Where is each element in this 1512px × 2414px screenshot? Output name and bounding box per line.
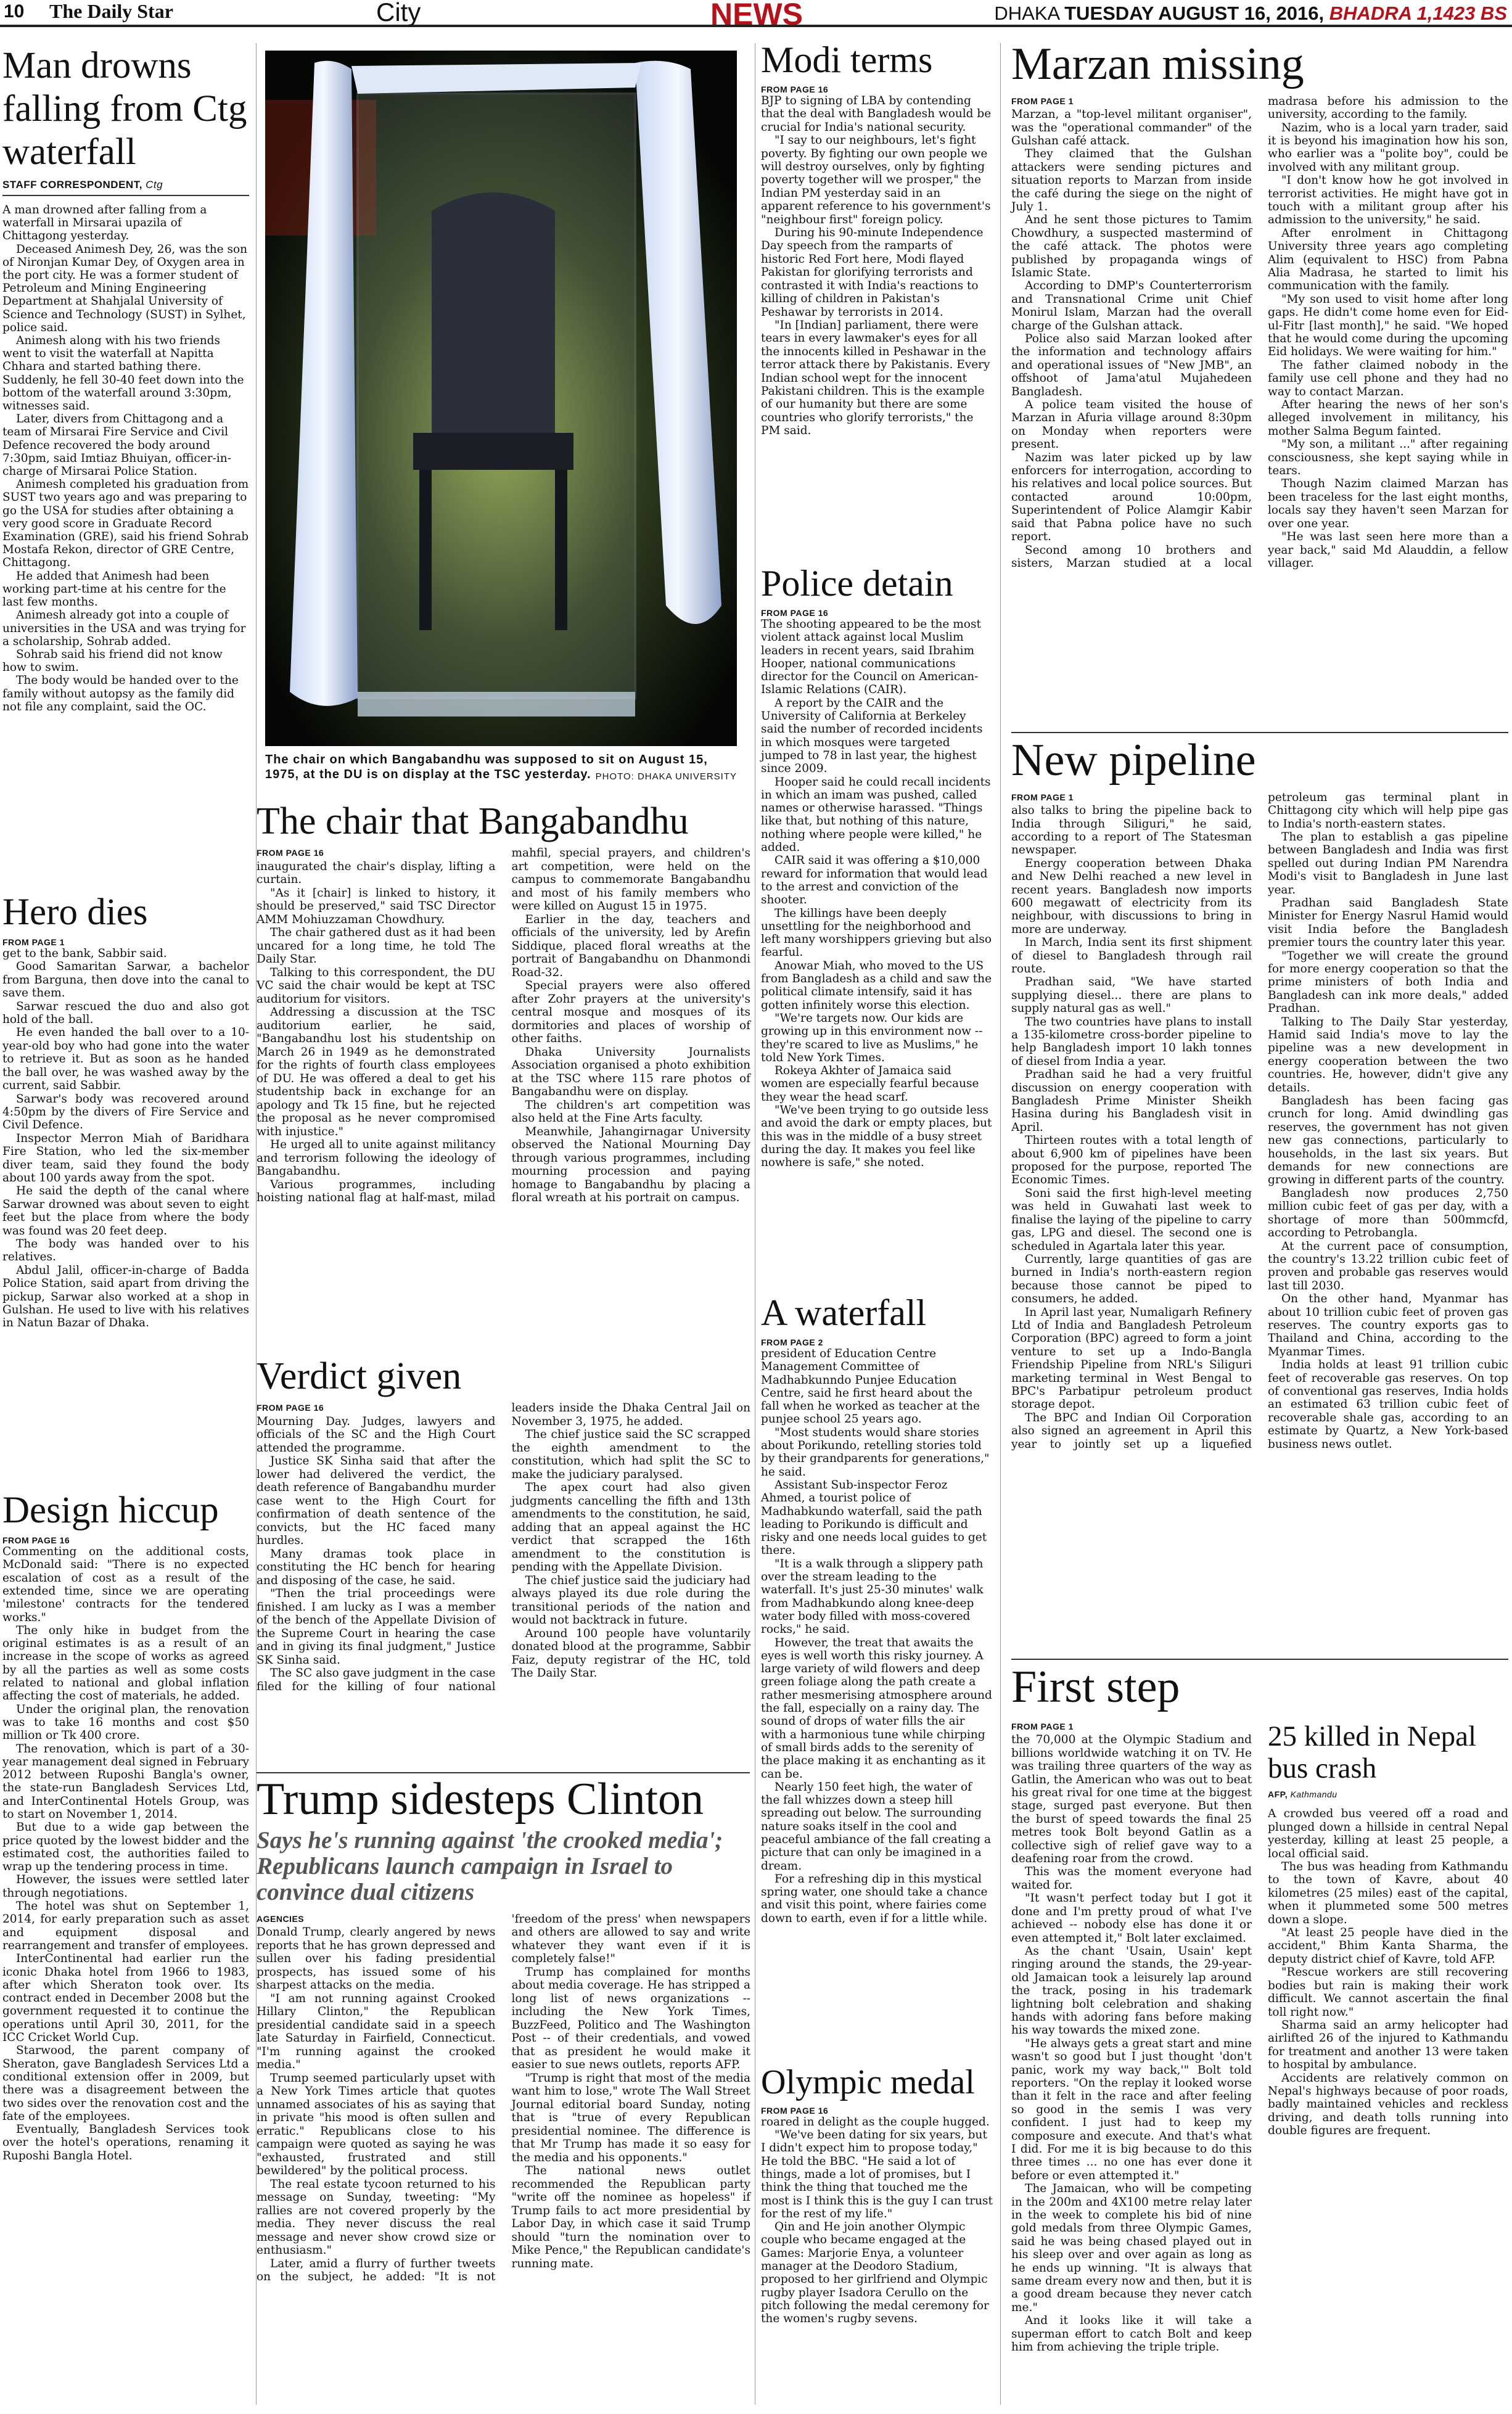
paragraph: Starwood, the parent company of Sheraton, gave Bangladesh Services Ltd a conditional extension offer in 2009, but there was a disagreement between the two sides over the renovation cost and the fate of the employees. <box>2 2044 249 2123</box>
verdict-paragraphs <box>257 1402 750 1693</box>
paragraph: Nazim was later picked up by law enforcers for interrogation, according to his relatives and local police sources. But contacted around 10:00pm, Superintendent of Police Alamgir Kabir said that Pabna police have no such report. <box>1011 451 1252 544</box>
paragraph: A man drowned after falling from a waterfall in Mirsarai upazila of Chittagong yesterday. <box>2 203 207 243</box>
paragraph: Sarwar's body was recovered around 4:50pm by the divers of Fire Service and Civil Defence. <box>2 1092 249 1132</box>
from-page: FROM PAGE 2 <box>761 1337 823 1347</box>
paragraph: And it looks like it will take a superman effort to catch Bolt and keep him from achieving the triple triple. <box>1011 2314 1252 2354</box>
paragraph: "Then the trial proceedings were finished. I am lucky as I was a member of the bench of the Appellate Division of the Supreme Court in hearing the case and in giving its final judgment," Justice SK Sinha said. <box>257 1587 496 1667</box>
nepal-paragraphs <box>1268 1807 1508 2137</box>
article-awaterfall <box>761 1294 993 1925</box>
paragraph: Energy cooperation between Dhaka and New Delhi reached a new level in recent years. Bangladesh now imports 600 megawatt of electricity from its neighbour, with discussions to bring in more are underway. <box>1011 856 1252 936</box>
paragraph: Under the original plan, the renovation was to take 16 months and cost $50 million or Tk 400 crore. <box>2 1702 249 1743</box>
paragraph: Talking to The Daily Star yesterday, Hamid said India's move to lay the pipeline was a new development in energy cooperation between the two countries. He, however, didn't give any details. <box>1268 1015 1508 1094</box>
paragraph: On the other hand, Myanmar has about 10 trillion cubic feet of proven gas reserves. The country exports gas to Thailand and China, according to the Myanmar Times. <box>1268 1292 1508 1358</box>
article-body <box>1011 791 1508 1451</box>
paragraph: The only hike in budget from the original estimates is as a result of an increase in the scope of works as agreed by all the parties as well as some costs related to national and global inflation affecting the cost of materials, he added. <box>2 1624 249 1703</box>
paragraph: "As it [chair] is linked to history, it should be preserved," said TSC Director AMM Mohiuzzaman Chowdhury. <box>257 886 496 926</box>
masthead-logo: The Daily Star <box>49 0 173 22</box>
paragraph: "It wasn't perfect today but I got it done and I'm pretty proud of what I've achieved -- nobody else has done it or even attempted it," Bolt later exclaimed. <box>1011 1892 1252 1945</box>
page-number: 10 <box>4 1 25 22</box>
article-marzan <box>1011 41 1508 570</box>
paragraph: The chief justice said the judiciary had always played its due role during the transitional periods of the nation and would not backtrack in future. <box>511 1574 750 1627</box>
article-body <box>761 94 993 438</box>
paragraph: Sharma said an army helicopter had airlifted 26 of the injured to Kathmandu for treatment and another 13 were taken to hospital by ambulance. <box>1268 2018 1508 2072</box>
paragraph: This was the moment everyone had waited for. <box>1011 1865 1252 1892</box>
paragraph: The renovation, which is part of a 30-year management deal signed in February 2012 between Ruposhi Bangla's owner, the state-run Bangladesh Services Ltd, and InterContinental Hotels Group, was to start on November 1, 2014. <box>2 1742 249 1821</box>
paragraph: Animesh along with his two friends went to visit the waterfall at Napitta Chhara and started bathing there. Suddenly, he fell 30-40 feet down into the bottom of the waterfall around 3:30pm, witnesses said. <box>2 334 244 413</box>
byline-place: Ctg <box>146 179 163 191</box>
paragraph: As the chant 'Usain, Usain' kept ringing around the stands, the 29-year-old Jamaican took a leisurely lap around the track, posing in his trademark lightning bolt celebration and shaking hands with adoring fans before making his way towards the mixed zone. <box>1011 1944 1252 2037</box>
paragraph: Sarwar rescued the duo and also got hold of the ball. <box>2 1000 249 1027</box>
paragraph: The children's art competition was also held at the Fine Arts faculty. <box>511 1098 750 1125</box>
article-design <box>2 1491 249 2162</box>
from-page: FROM PAGE 1 <box>2 937 65 948</box>
photo-credit: PHOTO: DHAKA UNIVERSITY <box>595 771 737 782</box>
paragraph: The Jamaican, who will be competing in the 200m and 4X100 metre relay later in the week to complete his bid of nine gold medals from three Olympic Games, said he was being chased played out in his sleep over and over again as long as he ends up winning. "It is always that same dream every now and then, but it is a good dream because they never catch me." <box>1011 2182 1252 2314</box>
paragraph: Trump has complained for months about media coverage. He has stripped a long list of news organizations -- including the New York Times, BuzzFeed, Politico and The Washington Post -- of their credentials, and vowed that as president he would make it easier to sue news outlets, reports AFP. <box>511 1965 750 2072</box>
paragraph: The BPC and Indian Oil Corporation also signed an agreement in April this year to jointly set up a liquefied petroleum gas terminal plant in Chittagong city which will help pipe gas to India's north-eastern states. <box>1011 790 1508 1451</box>
paragraph: The bus was heading from Kathmandu to the town of Kavre, about 40 kilometres (25 miles) east of the capital, when it plummeted some 500 metres down a slope. <box>1268 1860 1508 1926</box>
paragraph: The apex court had also given judgments cancelling the fifth and 13th amendments to the constitution, he said, adding that an appeal against the HC verdict that scrapped the 16th amendment to the constitution is pending with the Appellate Division. <box>511 1481 750 1574</box>
paragraph: "I say to our neighbours, let's fight poverty. By fighting our own people we will destroy ourselves, only by fighting poverty together will we prosper," the Indian PM yesterday said in an apparent reference to his government's "neighbour first" foreign policy. <box>761 134 991 226</box>
paragraph: Though Nazim claimed Marzan has been traceless for the last eight months, locals say they haven't seen Marzan for over one year. <box>1268 477 1508 530</box>
byline <box>1268 1788 1508 1801</box>
paragraph: Meanwhile, Jahangirnagar University observed the National Mourning Day through various programmes, including mourning procession and paying homage to Bangabandhu by placing a floral wreath at his portrait on campus. <box>511 1125 750 1205</box>
paragraph: Bangladesh has been facing gas crunch for long. Amid dwindling gas reserves, the government has not given new gas connections, particularly to households, in the last six years. But demands for new connections are growing in different parts of the country. <box>1268 1094 1508 1187</box>
paragraph: Police also said Marzan looked after the information and technology affairs and operational issues of "New JMB", an offshoot of Jama'atul Mujahedeen Bangladesh. <box>1011 332 1252 398</box>
firststep-paragraphs <box>1011 1733 1252 2354</box>
trump-paragraphs <box>257 1913 750 2284</box>
from-page: FROM PAGE 16 <box>257 848 324 858</box>
article-chair <box>254 802 750 1205</box>
paragraph: Dhaka University Journalists Association organised a photo exhibition at the TSC where 115 rare photos of Bangabandhu were on display. <box>511 1045 750 1099</box>
paragraph: Hooper said he could recall incidents in which an imam was pushed, called names or otherwise harassed. "Things like that, but nothing of this nature, nothing where people were killed," he added. <box>761 775 991 855</box>
article-pipeline <box>1011 737 1508 1451</box>
paragraph: A report by the CAIR and the University of California at Berkeley said the number of recorded incidents in which mosques were targeted jumped to 78 in last year, the highest since 2009. <box>761 696 983 776</box>
dateline-bengali: BHADRA 1,1423 BS <box>1329 2 1507 24</box>
paragraph: "I am not running against Crooked Hillary Clinton," the Republican presidential candidate said in a speech late Saturday in Fairfield, Connecticut. "I'm running against the crooked media." <box>257 1992 496 2072</box>
paragraph: Addressing a discussion at the TSC auditorium earlier, he said, "Bangabandhu lost his studentship on March 26 in 1949 as he demonstrated for the rights of fourth class employees of DU. He was offered a deal to get his studentship back in exchange for an apology and Tk 15 fine, but he rejected the proposal as he never compromised with injustice." <box>257 1006 496 1138</box>
article-firststep-body <box>1011 1720 1508 2405</box>
paragraph: The two countries have plans to install a 135-kilometre cross-border pipeline to help Bangladesh import 10 lakh tonnes of diesel from India a year. <box>1011 1015 1252 1068</box>
headline: First step <box>1011 1662 1180 1712</box>
article-body <box>761 2116 993 2326</box>
paragraph: After hearing the news of her son's alleged involvement in militancy, his mother Salma Begum fainted. <box>1268 398 1508 438</box>
article-olympic <box>761 2064 993 2326</box>
paragraph: The real estate tycoon returned to his message on Sunday, tweeting: "My rallies are not covered properly by the media. They never discuss the real message and never show crowd size or enthusiasm." <box>257 2177 496 2257</box>
news-banner: NEWS <box>710 0 803 31</box>
paragraph: The chair gathered dust as it had been uncared for a long time, he told The Daily Star. <box>257 926 496 966</box>
paragraph: BJP to signing of LBA by contending that the deal with Bangladesh would be crucial for India's national security. <box>761 94 992 134</box>
headline: Design hiccup <box>2 1490 219 1531</box>
paragraph: After enrolment in Chittagong University three years ago completing Alim (equivalent to HSC) from Pabna Alia Madrasa, he started to limit his communication with the family. <box>1268 226 1508 293</box>
paragraph: "My son, a militant ..." after regaining consciousness, she kept saying while in tears. <box>1268 438 1508 478</box>
section-label: City <box>376 0 421 27</box>
article-body <box>2 947 249 1330</box>
article-body <box>2 1545 249 2162</box>
paragraph: "We've been dating for six years, but I didn't expect him to propose today," He told the BBC. "He said a lot of things, made a lot of promises, but I think the thing that touched me the most is I think this is the guy I can trust for the rest of my life." <box>761 2129 993 2220</box>
paragraph: Later, amid a flurry of further tweets on the subject, he added: "It is not 'freedom of the press' when newspapers and others are allowed to say and write whatever they want even if it is completely false!" <box>257 1912 750 2284</box>
paragraph: Justice SK Sinha said that after the lower had delivered the verdict, the death reference of Bangabandhu murder case went to the High Court for confirmation of death sentence of the convicts, but the HC faced many hurdles. <box>257 1455 496 1548</box>
from-page: FROM PAGE 16 <box>761 2105 829 2116</box>
paragraph: The body was handed over to his relatives. <box>2 1237 249 1264</box>
paragraph: "Trump is right that most of the media want him to lose," wrote The Wall Street Journal editorial board Sunday, noting that is "true of every Republican presidential nominee. The difference is that Mr Trump has made it so easy for the media and his opponents." <box>511 2071 750 2164</box>
paragraph: Currently, large quantities of gas are burned in India's north-eastern region because those cannot be piped to consumers, he added. <box>1011 1252 1252 1306</box>
byline <box>2 179 249 191</box>
byline: AGENCIES <box>257 1913 305 1924</box>
paragraph: Second among 10 brothers and sisters, Marzan studied at a local madrasa before his admission to the university, according to the family. <box>1011 94 1508 570</box>
headline: The chair that Bangabandhu <box>257 800 689 842</box>
paragraph: Soni said the first high-level meeting was held in Guwahati last week to finalise the laying of the pipeline to carry gas, LPG and diesel. The second one is scheduled in Agartala later this year. <box>1011 1186 1252 1253</box>
marzan-paragraphs <box>1011 95 1508 570</box>
article-body <box>254 847 750 1205</box>
paragraph: He said the depth of the canal where Sarwar drowned was about seven to eight feet but the place from where the body was found was 20 feet deep. <box>2 1184 249 1238</box>
from-page: FROM PAGE 1 <box>1011 1722 1074 1731</box>
paragraph: Bangladesh now produces 2,750 million cubic feet of gas per day, with a shortage of more than 500mmcfd, according to Petrobangla. <box>1268 1186 1508 1240</box>
headline: Police detain <box>761 563 953 604</box>
article-body <box>1011 95 1508 570</box>
paragraph: Trump seemed particularly upset with a New York Times article that quotes unnamed associates of his as saying that in private "his mood is often sullen and erratic." Republicans close to his campaign were quoted as saying he was "exhausted, frustrated and still bewildered" by the political process. <box>257 2071 496 2178</box>
paragraph: India holds at least 91 trillion cubic feet of recoverable gas reserves. On top of conventional gas reserves, India holds an estimated 63 trillion cubic feet of recoverable shale gas, according to an estimate by Quartz, a New York-based business news outlet. <box>1268 1358 1508 1451</box>
paragraph: He urged all to unite against militancy and terrorism following the ideology of Bangabandhu. <box>257 1138 496 1178</box>
paragraph: Talking to this correspondent, the DU VC said the chair would be kept at TSC auditorium for visitors. <box>257 966 496 1006</box>
paragraph: Sohrab said his friend did not know how to swim. <box>2 647 223 675</box>
paragraph: Pradhan said Bangladesh State Minister for Energy Nasrul Hamid would visit India before the Bangladesh premier tours the country later this year. <box>1268 896 1508 950</box>
paragraph: Donald Trump, clearly angered by news reports that he has grown depressed and sullen over his fading presidential prospects, has issued some of his sharpest attacks on the media. <box>257 1926 496 1992</box>
paragraph: Inspector Merron Miah of Baridhara Fire Station, who led the six-member diver team, said they found the body about 100 yards away from the spot. <box>2 1131 249 1184</box>
paragraph: However, the treat that awaits the eyes is well worth this risky journey. A large variety of wild flowers and deep green foliage along the path create a rather mesmerising atmosphere around the fall, especially on a rainy day. The sound of drops of water fills the air with a harmonious tune while chirping of small birds adds to the serenity of the place making it as enchanting as it can be. <box>761 1636 992 1781</box>
pipeline-paragraphs <box>1011 791 1508 1451</box>
headline: Trump sidesteps Clinton <box>257 1774 704 1825</box>
subheadline: Says he's running against 'the crooked media'; Republicans launch campaign in Israel to convince dual citizens <box>257 1826 723 1905</box>
paragraph: "Together we will create the ground for more energy cooperation so that the prime ministers of both India and Bangladesh can ink more deals," added Pradhan. <box>1268 949 1508 1016</box>
caption-text: The chair on which Bangabandhu was supposed to sit on August 15, 1975, at the DU is on display at the TSC yesterday. <box>265 753 708 781</box>
article-body <box>1011 1720 1508 2405</box>
paragraph: Rokeya Akhter of Jamaica said women are especially fearful because they wear the head scarf. <box>761 1064 979 1104</box>
paragraph: Earlier in the day, teachers and officials of the university, led by Arefin Siddique, placed floral wreaths at the portrait of Bangabandhu on Dhanmondi Road-32. <box>511 913 750 979</box>
dateline <box>994 2 1507 25</box>
article-firststep <box>1011 1664 1258 1712</box>
headline: Olympic medal <box>761 2063 975 2101</box>
paragraph: "We've been trying to go outside less and avoid the dark or empty places, but this was in the middle of a busy street during the day. It makes you feel like nowhere is safe," she noted. <box>761 1103 992 1170</box>
paragraph: Abdul Jalil, officer-in-charge of Badda Police Station, said apart from driving the pickup, Sarwar also worked at a shop in Gulshan. He used to live with his relatives in Natun Bazar of Dhaka. <box>2 1263 249 1330</box>
paragraph: The hotel was shut on September 1, 2014, for early preparation such as asset and equipment disposal and rearrangement and transfer of employees. <box>2 1900 249 1952</box>
paragraph: The killings have been deeply unsettling for the neighborhood and left many worshippers grieving but also fearful. <box>761 906 992 959</box>
article-trump <box>254 1776 750 2284</box>
paragraph: "He was last seen here more than a year back," said Md Alauddin, a fellow villager. <box>1268 530 1508 570</box>
article-body <box>254 1402 750 1693</box>
article-verdict <box>254 1357 750 1693</box>
article-body <box>254 1913 750 2284</box>
paragraph: They claimed that the Gulshan attackers were sending pictures and situation reports to Marzan from inside the café during the siege on the night of July 1. <box>1011 147 1252 213</box>
chair-in-glass-case-image <box>265 51 737 746</box>
paragraph: At the current pace of consumption, the country's 13.22 trillion cubic feet of proven and probable gas reserves would last till 2030. <box>1268 1239 1508 1292</box>
paragraph: "He always gets a great start and mine wasn't so good but I just thought 'don't panic, work my way back,'" Bolt told reporters. "On the replay it looked worse than it felt in the race and after feeling so good in the semis I was very confident. I just had to keep my composure and execute. And that's what I did. For me it is big because to do this three times ... no one has ever done it before or even attempted it." <box>1011 2037 1252 2182</box>
paragraph: Marzan, a "top-level militant organiser", was the "operational commander" of the Gulshan café attack. <box>1011 108 1252 147</box>
paragraph: During his 90-minute Independence Day speech from the ramparts of historic Red Fort here, Modi flayed Pakistan for glorifying terrorists and contrasted it with India's reactions to killing of children in Pakistan's Peshawar by terrorists in 2014. <box>761 226 984 319</box>
paragraph: According to DMP's Counterterrorism and Transnational Crime unit Chief Monirul Islam, Marzan had the overall charge of the Gulshan attack. <box>1011 279 1252 332</box>
headline: Verdict given <box>257 1355 462 1397</box>
paragraph: Special prayers were also offered after Zohr prayers at the university's central mosque and mosques of its dormitories and places of worship of other faiths. <box>511 979 750 1046</box>
paragraph: get to the bank, Sabbir said. <box>2 947 167 961</box>
paragraph: The father claimed nobody in the family use cell phone and they had no way to contact Marzan. <box>1268 358 1508 398</box>
paragraph: Pradhan said he had a very fruitful discussion on energy cooperation with Bangladesh Prime Minister Sheikh Hasina during his Bangladesh visit in April. <box>1011 1068 1252 1134</box>
from-page: FROM PAGE 16 <box>2 1535 70 1546</box>
paragraph: The plan to establish a gas pipeline between Bangladesh and India was first spelled out during Indian PM Narendra Modi's visit to Bangladesh in June last year. <box>1268 830 1508 897</box>
chair-paragraphs <box>257 847 750 1205</box>
paragraph: For a refreshing dip in this mystical spring water, one should take a chance and visit this point, where fairies come down to earth, even if for a little while. <box>761 1872 988 1925</box>
photo-caption <box>265 752 737 784</box>
paragraph: Around 100 people have voluntarily donated blood at the programme, Sabbir Faiz, deputy registrar of the HC, told The Daily Star. <box>511 1627 750 1680</box>
paragraph: Assistant Sub-inspector Feroz Ahmed, a tourist police of Madhabkundo waterfall, said the path leading to Porikundo is difficult and risky and one needs local guides to get there. <box>761 1478 987 1558</box>
paragraph: And he sent those pictures to Tamim Chowdhury, a suspected mastermind of the café attack. The photos were published by propaganda wings of Islamic State. <box>1011 213 1252 279</box>
paragraph: Thirteen routes with a total length of about 6,900 km of pipelines have been proposed for the purpose, reported The Economic Times. <box>1011 1134 1252 1187</box>
paragraph: The body would be handed over to the family without autopsy as the family did not file any complaint, said the OC. <box>2 674 239 713</box>
paragraph: the 70,000 at the Olympic Stadium and billions worldwide watching it on TV. He was trailing three quarters of the way as Gatlin, the American who was out to beat his great rival for one time at the biggest stage, surged past everyone. But then the burst of speed towards the final 25 metres took Bolt beyond Gatlin as a collective sigh of relief gave way to a deafening roar from the crowd. <box>1011 1733 1252 1866</box>
paragraph: Deceased Animesh Dey, 26, was the son of Nironjan Kumar Dey, of Oxygen area in the port city. He was a former student of Petroleum and Mining Engineering Department at Shahjalal University of Science and Technology (SUST) in Sylhet, police said. <box>2 242 248 334</box>
paragraph: "I don't know how he got involved in terrorist activities. He might have got in touch with a militant group after his admission to the university," he said. <box>1268 174 1508 227</box>
paragraph: inaugurated the chair's display, lifting a curtain. <box>257 860 496 887</box>
paragraph: Good Samaritan Sarwar, a bachelor from Barguna, then dove into the canal to save them. <box>2 960 249 1000</box>
paragraph: "It is a walk through a slippery path over the stream leading to the waterfall. It's just 25-30 minutes' walk from Madhabkundo along knee-deep water body filled with moss-covered rocks," he said. <box>761 1557 984 1636</box>
paragraph: roared in delight as the couple hugged. <box>761 2115 990 2129</box>
paragraph: "My son used to visit home after long gaps. He didn't come home even for Eid-ul-Fitr [last month]," he said. "We hoped that he would come during the upcoming Eid holidays. We were waiting for him." <box>1268 292 1508 359</box>
headline: Marzan missing <box>1011 39 1304 89</box>
paragraph: Accidents are relatively common on Nepal's highways because of poor roads, badly maintained vehicles and reckless driving, and death tolls running into double figures are frequent. <box>1268 2071 1508 2138</box>
paragraph: also talks to bring the pipeline back to India through Siliguri," he said, according to a report of The Statesman newspaper. <box>1011 804 1252 857</box>
paragraph: A police team visited the house of Marzan in Afuria village around 8:30pm on Monday when reporters were present. <box>1011 398 1252 451</box>
from-page: FROM PAGE 16 <box>761 608 829 618</box>
chair-photo <box>265 51 737 746</box>
article-hero <box>2 893 249 1330</box>
paragraph: However, the issues were settled later through negotiations. <box>2 1873 249 1900</box>
paragraph: "We're targets now. Our kids are growing up in this environment now -- they're scared to live as Muslims," he told New York Times. <box>761 1011 983 1064</box>
paragraph: Many dramas took place in constituting the HC bench for hearing and disposing of the case, he said. <box>257 1547 496 1587</box>
from-page: FROM PAGE 16 <box>761 84 829 94</box>
paragraph: CAIR said it was offering a $10,000 reward for information that would lead to the arrest and conviction of the shooter. <box>761 854 988 907</box>
byline-text: AFP, <box>1268 1789 1288 1799</box>
article-body <box>761 1347 993 1925</box>
paragraph: "In [Indian] parliament, there were tears in every lawmaker's eyes for all the innocents killed in Peshawar in the terror attack there by Pakistanis. Every Indian school wept for the innocent Pakistani children. This is the example of our humanity but there are some countries who glorify terrorists," the PM said. <box>761 318 990 438</box>
from-page: FROM PAGE 1 <box>1011 96 1074 106</box>
headline: 25 killed in Nepal bus crash <box>1268 1720 1477 1784</box>
paragraph: He even handed the ball over to a 10-year-old boy who had gone into the water to retrieve it. But as soon as he handed the ball over, he was washed away by the current, said Sabbir. <box>2 1026 249 1093</box>
article-body <box>2 203 249 713</box>
article-police <box>761 564 993 1169</box>
paragraph: The SC also gave judgment in the case filed for the killing of four national leaders inside the Dhaka Central Jail on November 3, 1975, he added. <box>257 1402 750 1693</box>
paragraph: Pradhan said, "We have started supplying diesel... there are plans to supply natural gas as well." <box>1011 975 1252 1016</box>
paragraph: Later, divers from Chittagong and a team of Mirsarai Fire Service and Civil Defence recovered the body around 7:30pm, said Imtiaz Bhuiyan, officer-in-charge of Mirsarai Police Station. <box>2 413 231 478</box>
paragraph: Animesh already got into a couple of universities in the USA and was trying for a scholarship, Sohrab added. <box>2 609 246 648</box>
byline-text: STAFF CORRESPONDENT, <box>2 179 142 191</box>
paragraph: In March, India sent its first shipment of diesel to Bangladesh through rail route. <box>1011 936 1252 975</box>
from-page: FROM PAGE 1 <box>1011 792 1074 802</box>
paragraph: Qin and He join another Olympic couple who became engaged at the Games: Marjorie Enya, a volunteer manager at the Deodoro Stadium, proposed to her girlfriend and Olympic rugby player Isadora Cerullo on the pitch following the medal ceremony for the women's rugby sevens. <box>761 2220 989 2326</box>
paragraph: InterContinental had earlier run the iconic Dhaka hotel from 1966 to 1983, after which Sheraton took over. Its contract ended in December 2008 but the government requested it to continue the operations until April 30, 2011, for the ICC Cricket World Cup. <box>2 1952 249 2045</box>
headline: Modi terms <box>761 39 933 80</box>
paragraph: Eventually, Bangladesh Services took over the hotel's operations, renaming it Ruposhi Bangla Hotel. <box>2 2123 249 2162</box>
byline-place: Kathmandu <box>1290 1789 1337 1799</box>
paragraph: president of Education Centre Management Committee of Madhabkunndo Punjee Education Centre, said he first heard about the fall when he worked as teacher at the punjee school 25 years ago. <box>761 1347 980 1426</box>
page-header <box>0 0 1512 31</box>
paragraph: "At least 25 people have died in the accident," Bhim Kanta Sharma, the deputy district chief of Kavre, told AFP. <box>1268 1926 1508 1966</box>
paragraph: Various programmes, including hoisting national flag at half-mast, milad mahfil, special prayers, and children's art competition, were held on the campus to commemorate Bangabandhu and most of his family members who were killed on August 15 in 1975. <box>257 847 750 1205</box>
article-modi <box>761 41 993 438</box>
article-waterfall <box>2 44 249 713</box>
paragraph: "Rescue workers are still recovering bodies but rain is making their work difficult. We cannot ascertain the final toll right now." <box>1268 1966 1508 2019</box>
headline: Man drowns falling from Ctg waterfall <box>2 45 247 173</box>
dateline-day: TUESDAY AUGUST 16, 2016, <box>1064 2 1325 24</box>
paragraph: The chief justice said the SC scrapped the eighth amendment to the constitution, which had split the SC to make the judiciary paralysed. <box>511 1428 750 1481</box>
paragraph: Animesh completed his graduation from SUST two years ago and was preparing to go the USA for studies after obtaining a very good score in Graduate Record Examination (GRE), said his friend Sohrab Mostafa Rekon, director of GRE Centre, Chittagong. <box>2 478 249 570</box>
paragraph: Mourning Day. Judges, lawyers and officials of the SC and the High Court attended the programme. <box>257 1414 496 1455</box>
paragraph: Anowar Miah, who moved to the US from Bangladesh as a child and saw the political climate intensify, said it has gotten infinitely worse this election. <box>761 959 992 1012</box>
headline: A waterfall <box>761 1292 927 1333</box>
nepal-block <box>1268 1720 1508 2138</box>
paragraph: The shooting appeared to be the most violent attack against local Muslim leaders in recent years, said Ibrahim Hooper, national communications director for the Council on American-Islamic Relations (CAIR). <box>761 618 981 697</box>
paragraph: Nazim, who is a local yarn trader, said it is beyond his imagination how his son, who earlier was a "polite boy", could be involved with any militant group. <box>1268 121 1508 174</box>
dateline-city: DHAKA <box>994 2 1059 24</box>
paragraph: Commenting on the additional costs, McDonald said: "There is no expected escalation of cost as a result of the extended time, since we are operating 'milestone' contracts for the tendered works." <box>2 1545 249 1624</box>
paragraph: "Most students would share stories about Porikundo, retelling stories told by their grandparents for generations," he said. <box>761 1426 990 1479</box>
headline: New pipeline <box>1011 735 1256 786</box>
from-page: FROM PAGE 16 <box>257 1403 324 1413</box>
headline: Hero dies <box>2 892 148 933</box>
article-body <box>761 618 993 1169</box>
paragraph: Nearly 150 feet high, the water of the fall whizzes down a steep hill spreading out below. The surrounding nature soaks itself in the cool and peaceful ambiance of the fall creating a picture that can only be imagined in a dream. <box>761 1780 991 1873</box>
paragraph: He added that Animesh had been working part-time at his centre for the last few months. <box>2 569 226 609</box>
paragraph: A crowded bus veered off a road and plunged down a hillside in central Nepal yesterday, killing at least 25 people, a local official said. <box>1268 1807 1508 1860</box>
paragraph: In April last year, Numaligarh Refinery Ltd of India and Bangladesh Petroleum Corporation (BPC) agreed to form a joint venture to set up a Indo-Bangla Friendship Pipeline from NRL's Siliguri marketing terminal in West Bengal to BPC's Parbatipur petroleum product storage depot. <box>1011 1305 1252 1411</box>
paragraph: The national news outlet recommended the Republican party "write off the nominee as hopeless" if Trump fails to act more presidential by Labor Day, in which case it said Trump should "turn the nomination over to Mike Pence," the Republican candidate's running mate. <box>511 2164 750 2270</box>
paragraph: But due to a wide gap between the price quoted by the lowest bidder and the estimated cost, the authorities failed to wrap up the tendering process in time. <box>2 1821 249 1874</box>
